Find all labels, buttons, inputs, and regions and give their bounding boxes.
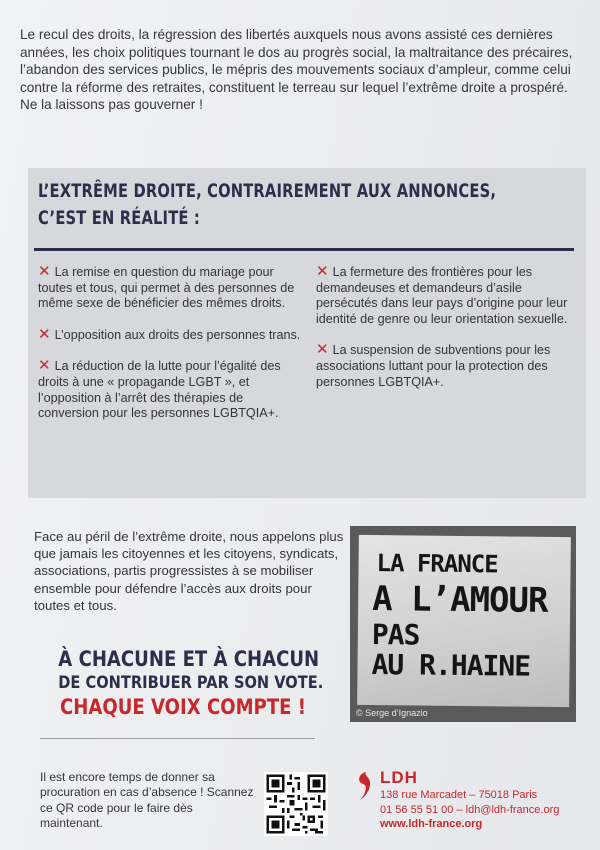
cross-icon: ✕	[38, 263, 51, 280]
qr-code-icon[interactable]	[264, 772, 328, 836]
appeal-paragraph: Face au péril de l’extrême droite, nous appelons plus que jamais les citoyennes et les citoyens, syndicats, associations, partis progressistes à se mobiliser ensemble pour défendre l’accès aux droits pour toutes et tous.	[34, 529, 344, 613]
box-title-line1: L’EXTRÊME DROITE, CONTRAIREMENT AUX ANNONCES,	[38, 180, 497, 202]
box-title	[38, 178, 578, 232]
item-text: La réduction de la lutte pour l’égalité des droits à une « propagande LGBT », et l’opposition à l’arrêt des thérapies de conversion pour les personnes LGBTQIA+.	[38, 359, 281, 421]
list-item	[316, 342, 578, 390]
ldh-logo-icon	[354, 770, 376, 810]
item-text: La suspension de subventions pour les associations luttant pour la protection des personnes LGBTQIA+.	[316, 343, 551, 389]
item-text: La remise en question du mariage pour toutes et tous, qui permet à des personnes de même sexe de bénéficier des mêmes droits.	[38, 265, 295, 311]
divider	[40, 738, 315, 739]
list-item	[38, 358, 304, 421]
cross-icon: ✕	[38, 357, 51, 375]
photo-credit: © Serge d’Ignazio	[356, 708, 428, 718]
sign-line4: AU R.HAINE	[371, 648, 531, 683]
vote-slogan	[38, 646, 328, 720]
list-item	[316, 264, 578, 327]
proxy-vote-text: Il est encore temps de donner sa procuration en cas d’absence ! Scannez ce QR code pour le faire dès maintenant.	[40, 770, 254, 831]
protest-sign	[357, 535, 571, 707]
protest-sign-photo	[350, 526, 576, 722]
ldh-contact-block	[380, 788, 559, 832]
sign-text	[371, 545, 572, 685]
far-right-reality-box	[28, 168, 586, 498]
item-text: L’opposition aux droits des personnes trans.	[54, 327, 301, 342]
cross-icon: ✕	[316, 263, 329, 280]
title-underline	[34, 248, 574, 251]
box-title-line2: C’EST EN RÉALITÉ :	[38, 207, 200, 229]
slogan-line3: CHAQUE VOIX COMPTE !	[60, 695, 306, 719]
cross-icon: ✕	[316, 341, 329, 359]
slogan-line1: À CHACUNE ET À CHACUN	[58, 647, 320, 671]
ldh-address: 138 rue Marcadet – 75018 Paris	[380, 789, 538, 801]
left-column	[38, 264, 304, 437]
cross-icon: ✕	[38, 325, 51, 343]
ldh-contact[interactable]: 01 56 55 51 00 – ldh@ldh-france.org	[380, 803, 560, 816]
ldh-website-link[interactable]: www.ldh-france.org	[380, 818, 483, 831]
right-column	[316, 264, 578, 405]
sign-line2: A L’AMOUR	[372, 579, 548, 621]
list-item	[38, 327, 304, 344]
item-text: La fermeture des frontières pour les demandeuses et demandeurs d’asile persécutés dans leur pays d’origine pour leur identité de genre ou leur orientation sexuelle.	[316, 265, 568, 326]
sign-line1: LA FRANCE	[376, 549, 498, 579]
slogan-line2: DE CONTRIBUER PAR SON VOTE.	[58, 673, 324, 693]
ldh-name: LDH	[380, 768, 418, 787]
intro-paragraph: Le recul des droits, la régression des libertés auxquels nous avons assisté ces dernières années, les choix politiques tournant le dos au progrès social, la maltraitance des précaires, l’abandon des services publics, le mépris des mouvements sociaux d’ampleur, comme celui contre la réforme des retraites, constituent le terreau sur lequel l’extrême droite a prospéré. Ne la laissons pas gouverner !	[20, 27, 573, 112]
sign-line3: PAS	[371, 618, 420, 652]
list-item	[38, 264, 304, 312]
